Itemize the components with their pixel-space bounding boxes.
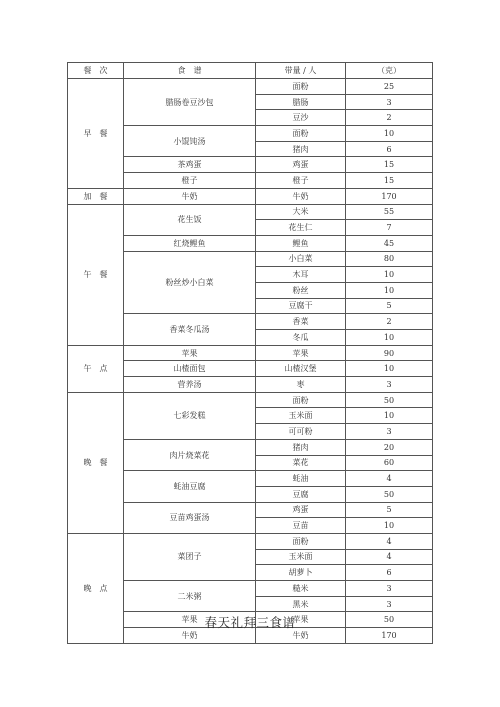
dish-cell: 腊肠卷豆沙包 xyxy=(124,79,256,126)
dish-cell: 豆苗鸡蛋汤 xyxy=(124,502,256,533)
amount-cell: 3 xyxy=(346,581,433,597)
ingredient-cell: 糙米 xyxy=(256,581,346,597)
ingredient-cell: 菜花 xyxy=(256,455,346,471)
table-row xyxy=(68,188,433,204)
meal-cell: 早 餐 xyxy=(68,79,124,189)
ingredient-cell: 可可粉 xyxy=(256,424,346,440)
ingredient-cell: 豆沙 xyxy=(256,110,346,126)
table-row xyxy=(68,392,433,408)
ingredient-cell: 枣 xyxy=(256,377,346,393)
dish-cell: 香菜冬瓜汤 xyxy=(124,314,256,345)
header-recipe: 食 谱 xyxy=(124,63,256,79)
amount-cell: 90 xyxy=(346,345,433,361)
ingredient-cell: 胡萝卜 xyxy=(256,565,346,581)
amount-cell: 4 xyxy=(346,549,433,565)
amount-cell: 10 xyxy=(346,518,433,534)
ingredient-cell: 鲤鱼 xyxy=(256,235,346,251)
ingredient-cell: 玉米面 xyxy=(256,549,346,565)
dish-cell: 牛奶 xyxy=(124,628,256,644)
ingredient-cell: 豆苗 xyxy=(256,518,346,534)
ingredient-cell: 面粉 xyxy=(256,533,346,549)
amount-cell: 170 xyxy=(346,628,433,644)
amount-cell: 5 xyxy=(346,502,433,518)
meal-cell: 加 餐 xyxy=(68,188,124,204)
ingredient-cell: 玉米面 xyxy=(256,408,346,424)
amount-cell: 10 xyxy=(346,408,433,424)
ingredient-cell: 猪肉 xyxy=(256,141,346,157)
dish-cell: 小馄饨汤 xyxy=(124,126,256,157)
amount-cell: 4 xyxy=(346,471,433,487)
amount-cell: 10 xyxy=(346,126,433,142)
amount-cell: 7 xyxy=(346,220,433,236)
ingredient-cell: 山楂汉堡 xyxy=(256,361,346,377)
ingredient-cell: 蚝油 xyxy=(256,471,346,487)
table-row xyxy=(68,204,433,220)
ingredient-cell: 豆腐 xyxy=(256,486,346,502)
table-row xyxy=(68,345,433,361)
dish-cell: 苹果 xyxy=(124,345,256,361)
amount-cell: 3 xyxy=(346,377,433,393)
amount-cell: 2 xyxy=(346,314,433,330)
ingredient-cell: 木耳 xyxy=(256,267,346,283)
dish-cell: 菜团子 xyxy=(124,533,256,580)
ingredient-cell: 粉丝 xyxy=(256,282,346,298)
dish-cell: 苹果 xyxy=(124,612,256,628)
dish-cell: 茶鸡蛋 xyxy=(124,157,256,173)
page-caption: 春天礼拜三食谱 xyxy=(204,615,296,630)
dish-cell: 橙子 xyxy=(124,173,256,189)
dish-cell: 营养汤 xyxy=(124,377,256,393)
amount-cell: 3 xyxy=(346,596,433,612)
dish-cell: 粉丝炒小白菜 xyxy=(124,251,256,314)
amount-cell: 20 xyxy=(346,439,433,455)
ingredient-cell: 面粉 xyxy=(256,126,346,142)
ingredient-cell: 猪肉 xyxy=(256,439,346,455)
amount-cell: 6 xyxy=(346,141,433,157)
ingredient-cell: 牛奶 xyxy=(256,628,346,644)
header-grams: （克） xyxy=(346,63,433,79)
header-row xyxy=(68,63,433,79)
amount-cell: 15 xyxy=(346,173,433,189)
amount-cell: 4 xyxy=(346,533,433,549)
ingredient-cell: 面粉 xyxy=(256,79,346,95)
ingredient-cell: 苹果 xyxy=(256,345,346,361)
amount-cell: 60 xyxy=(346,455,433,471)
meal-cell: 午 点 xyxy=(68,345,124,392)
meal-cell: 晚 点 xyxy=(68,533,124,643)
menu-table xyxy=(67,62,433,644)
ingredient-cell: 黑米 xyxy=(256,596,346,612)
ingredient-cell: 大米 xyxy=(256,204,346,220)
amount-cell: 3 xyxy=(346,424,433,440)
ingredient-cell: 橙子 xyxy=(256,173,346,189)
header-ingredient: 带量 / 人 xyxy=(256,63,346,79)
amount-cell: 50 xyxy=(346,486,433,502)
dish-cell: 蚝油豆腐 xyxy=(124,471,256,502)
ingredient-cell: 鸡蛋 xyxy=(256,157,346,173)
amount-cell: 170 xyxy=(346,188,433,204)
amount-cell: 50 xyxy=(346,612,433,628)
ingredient-cell: 苹果 xyxy=(256,612,346,628)
amount-cell: 80 xyxy=(346,251,433,267)
dish-cell: 花生饭 xyxy=(124,204,256,235)
dish-cell: 肉片烧菜花 xyxy=(124,439,256,470)
meal-cell: 晚 餐 xyxy=(68,392,124,533)
amount-cell: 55 xyxy=(346,204,433,220)
dish-cell: 牛奶 xyxy=(124,188,256,204)
amount-cell: 3 xyxy=(346,94,433,110)
ingredient-cell: 腊肠 xyxy=(256,94,346,110)
ingredient-cell: 牛奶 xyxy=(256,188,346,204)
amount-cell: 5 xyxy=(346,298,433,314)
table-row xyxy=(68,533,433,549)
amount-cell: 6 xyxy=(346,565,433,581)
dish-cell: 红烧鲤鱼 xyxy=(124,235,256,251)
amount-cell: 10 xyxy=(346,282,433,298)
dish-cell: 山楂面包 xyxy=(124,361,256,377)
dish-cell: 二米粥 xyxy=(124,581,256,612)
meal-cell: 午 餐 xyxy=(68,204,124,345)
table-row xyxy=(68,79,433,95)
ingredient-cell: 鸡蛋 xyxy=(256,502,346,518)
ingredient-cell: 豆腐干 xyxy=(256,298,346,314)
amount-cell: 10 xyxy=(346,330,433,346)
ingredient-cell: 冬瓜 xyxy=(256,330,346,346)
dish-cell: 七彩发糕 xyxy=(124,392,256,439)
amount-cell: 50 xyxy=(346,392,433,408)
header-meal: 餐 次 xyxy=(68,63,124,79)
amount-cell: 45 xyxy=(346,235,433,251)
amount-cell: 10 xyxy=(346,267,433,283)
ingredient-cell: 香菜 xyxy=(256,314,346,330)
amount-cell: 15 xyxy=(346,157,433,173)
ingredient-cell: 花生仁 xyxy=(256,220,346,236)
amount-cell: 25 xyxy=(346,79,433,95)
amount-cell: 2 xyxy=(346,110,433,126)
amount-cell: 10 xyxy=(346,361,433,377)
ingredient-cell: 小白菜 xyxy=(256,251,346,267)
ingredient-cell: 面粉 xyxy=(256,392,346,408)
